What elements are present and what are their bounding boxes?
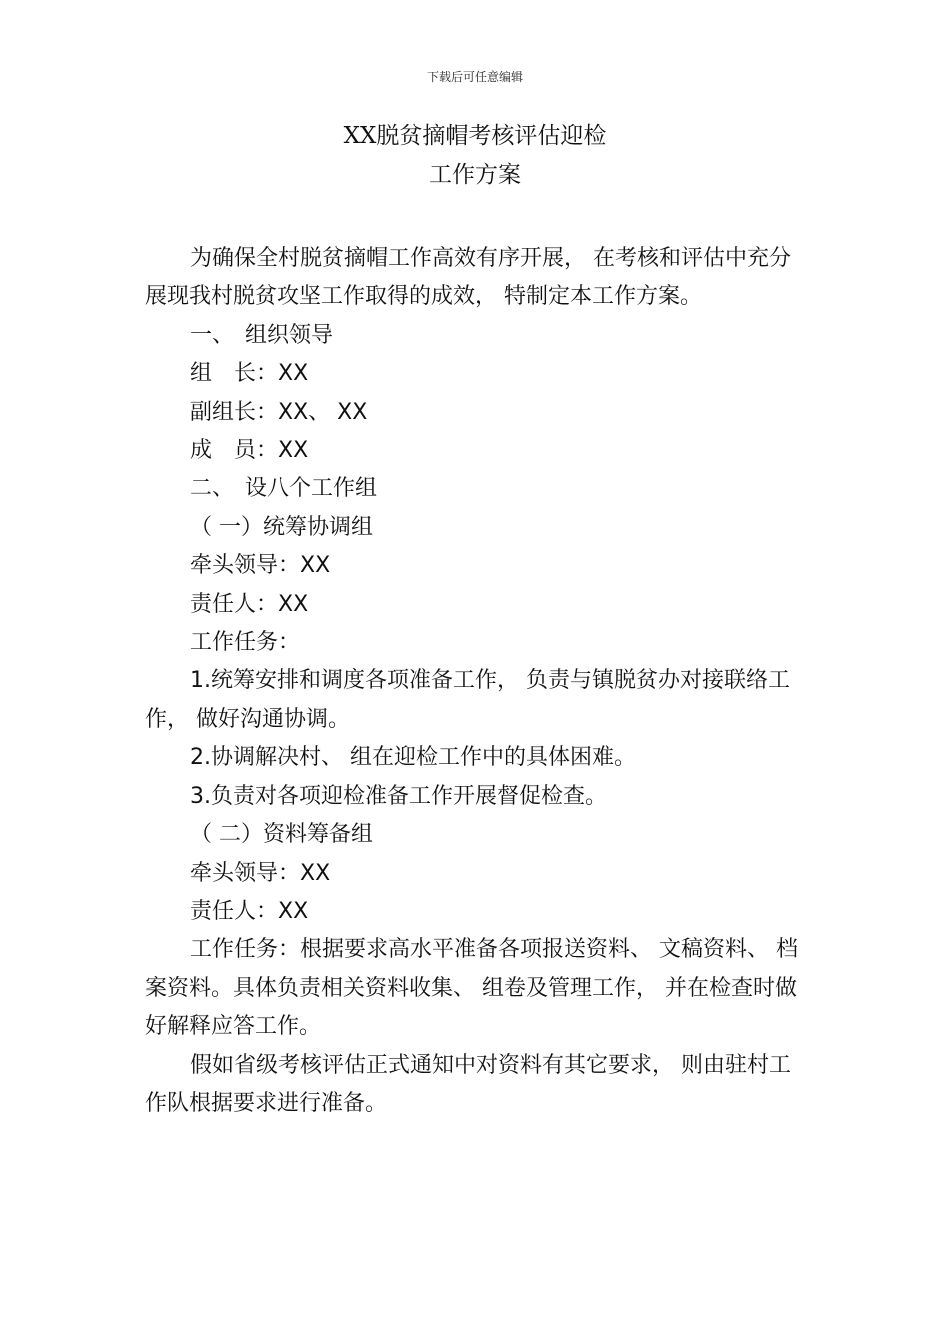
members-line: 成 员：XX [190, 438, 309, 464]
lead-leader-line: 牵头领导：XX [190, 860, 331, 886]
header-note: 下载后可任意编辑 [426, 70, 523, 84]
group-heading: （ 二）资料筹备组 [190, 822, 373, 848]
group-heading: （ 一）统筹协调组 [190, 514, 373, 540]
tasks-label: 工作任务： [190, 630, 301, 656]
tasks-paragraph: 工作任务：根据要求高水平准备各项报送资料、 文稿资料、 档案资料。具体负责相关资料收集、 组卷及管理工作， 并在检查时做好解释应答工作。 [145, 937, 798, 1040]
section-heading: 二、 设八个工作组 [190, 476, 378, 502]
document-body [145, 240, 805, 1123]
closing-paragraph: 假如省级考核评估正式通知中对资料有其它要求， 则由驻村工作队根据要求进行准备。 [145, 1052, 791, 1116]
leader-line: 组 长：XX [190, 361, 309, 387]
responsible-person-line: 责任人：XX [190, 591, 309, 617]
section-heading: 一、 组织领导 [190, 322, 334, 348]
document-subtitle: 工作方案 [429, 162, 521, 188]
lead-leader-line: 牵头领导：XX [190, 553, 331, 579]
document-title: XX脱贫摘帽考核评估迎检 [343, 123, 607, 149]
task-item: 2.协调解决村、 组在迎检工作中的具体困难。 [190, 745, 636, 771]
intro-paragraph: 为确保全村脱贫摘帽工作高效有序开展， 在考核和评估中充分展现我村脱贫攻坚工作取得的成效， 特制定本工作方案。 [145, 246, 791, 310]
deputy-leader-line: 副组长：XX、 XX [190, 399, 368, 425]
responsible-person-line: 责任人：XX [190, 898, 309, 924]
task-item: 3.负责对各项迎检准备工作开展督促检查。 [190, 783, 607, 809]
task-item: 1.统筹安排和调度各项准备工作， 负责与镇脱贫办对接联络工作， 做好沟通协调。 [145, 668, 790, 732]
